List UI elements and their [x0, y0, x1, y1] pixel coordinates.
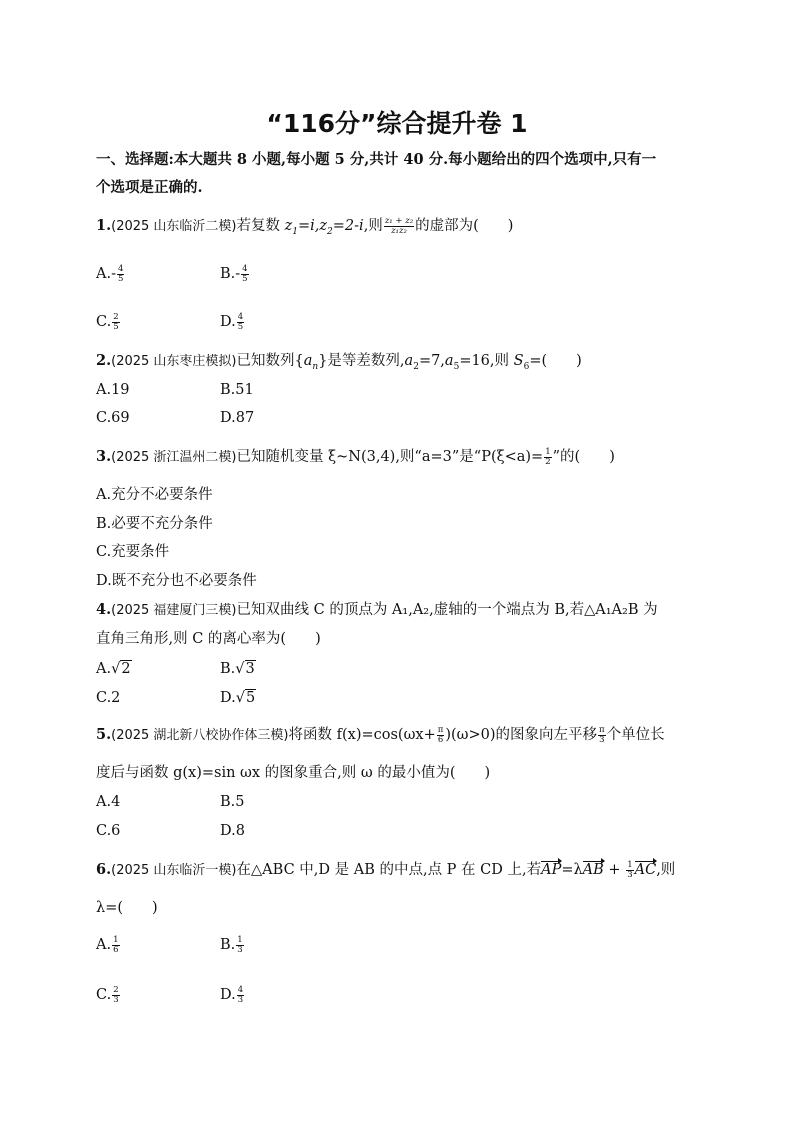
q4-option-c[interactable]: C.2 [96, 690, 121, 706]
q6-option-c[interactable]: C. $\frac{2}{3}$ [96, 984, 119, 1005]
question-4: 4.(2025 福建厦门三模)已知双曲线 C 的顶点为 A₁,A₂,虚轴的一个端点为 B,若△A₁A₂B 为 [96, 601, 658, 618]
q2-option-c[interactable]: C.69 [96, 410, 130, 426]
question-5-line2: 度后与函数 g(x)=sin ωx 的图象重合,则 ω 的最小值为( ) [96, 765, 491, 781]
page-title: “116分”综合提升卷 1 [266, 109, 528, 138]
question-3: 3.(2025 浙江温州二模)已知随机变量 ξ~N(3,4),则“a=3”是“P(ξ<a)= $\frac{1}{2}$ ”的( ) [96, 446, 615, 467]
q3-option-c[interactable]: C.充要条件 [96, 544, 170, 560]
q3-option-a[interactable]: A.充分不必要条件 [96, 487, 213, 503]
q6-option-d[interactable]: D. $\frac{4}{3}$ [220, 984, 244, 1005]
fraction: $\frac{\text{z₁ + z₂}}{\text{z₁z₂}}$ [384, 215, 414, 236]
q4-option-a[interactable]: A.√2 [96, 661, 131, 677]
section-heading-line2: 个选项是正确的. [96, 179, 203, 196]
q4-option-d[interactable]: D.√5 [220, 690, 256, 706]
q5-option-d[interactable]: D.8 [220, 823, 245, 839]
question-4-line2: 直角三角形,则 C 的离心率为( ) [96, 631, 321, 647]
complex-z1: $z_1=i,z_2=2-i$ [284, 218, 364, 237]
q2-option-b[interactable]: B.51 [220, 382, 254, 398]
q6-option-a[interactable]: A. $\frac{1}{6}$ [96, 934, 119, 955]
q1-option-c[interactable]: C. $\frac{2}{5}$ [96, 311, 119, 332]
q5-option-b[interactable]: B.5 [220, 794, 245, 810]
q2-option-a[interactable]: A.19 [96, 382, 130, 398]
q3-option-b[interactable]: B.必要不充分条件 [96, 516, 213, 532]
q4-option-b[interactable]: B.√3 [220, 661, 255, 677]
question-number: 1. [96, 217, 112, 234]
vector-ab: AB [582, 862, 604, 878]
q5-option-c[interactable]: C.6 [96, 823, 121, 839]
q2-option-d[interactable]: D.87 [220, 410, 255, 426]
question-5: 5.(2025 湖北新八校协作体三模)将函数 f(x)=cos(ωx+ $\frac{\pi}{6}$ )(ω>0)的图象向左平移 $\frac{\pi}{3}$ 个单位长 [96, 724, 665, 745]
question-6-line2: λ=( ) [96, 900, 158, 916]
question-1: 1.(2025 山东临沂二模)若复数 $z_1=i,z_2=2-i$,则 $\frac{\text{z₁ + z₂}}{\text{z₁z₂}}$ 的虚部为( ) [96, 215, 514, 237]
question-source: (2025 山东临沂二模) [111, 219, 237, 234]
q1-option-b[interactable]: B.- $\frac{4}{5}$ [220, 263, 248, 284]
question-2: 2.(2025 山东枣庄模拟)已知数列$\{a_n\}$是等差数列$,a_2=7,a_5=16$,则 $S_6=$( ) [96, 352, 582, 372]
section-heading-line1: 一、选择题:本大题共 8 小题,每小题 5 分,共计 40 分.每小题给出的四个选项中,只有一 [96, 151, 657, 168]
q1-option-a[interactable]: A.- $\frac{4}{5}$ [96, 263, 124, 284]
q5-option-a[interactable]: A.4 [96, 794, 121, 810]
q3-option-d[interactable]: D.既不充分也不必要条件 [96, 573, 257, 589]
vector-ac: AC [634, 862, 657, 878]
q6-option-b[interactable]: B. $\frac{1}{3}$ [220, 934, 243, 955]
vector-ap: AP [541, 862, 562, 878]
question-6: 6.(2025 山东临沂一模)在△ABC 中,D 是 AB 的中点,点 P 在 CD 上,若AP=λAB + $\frac{1}{3}$ AC,则 [96, 859, 676, 880]
q1-option-d[interactable]: D. $\frac{4}{5}$ [220, 311, 244, 332]
